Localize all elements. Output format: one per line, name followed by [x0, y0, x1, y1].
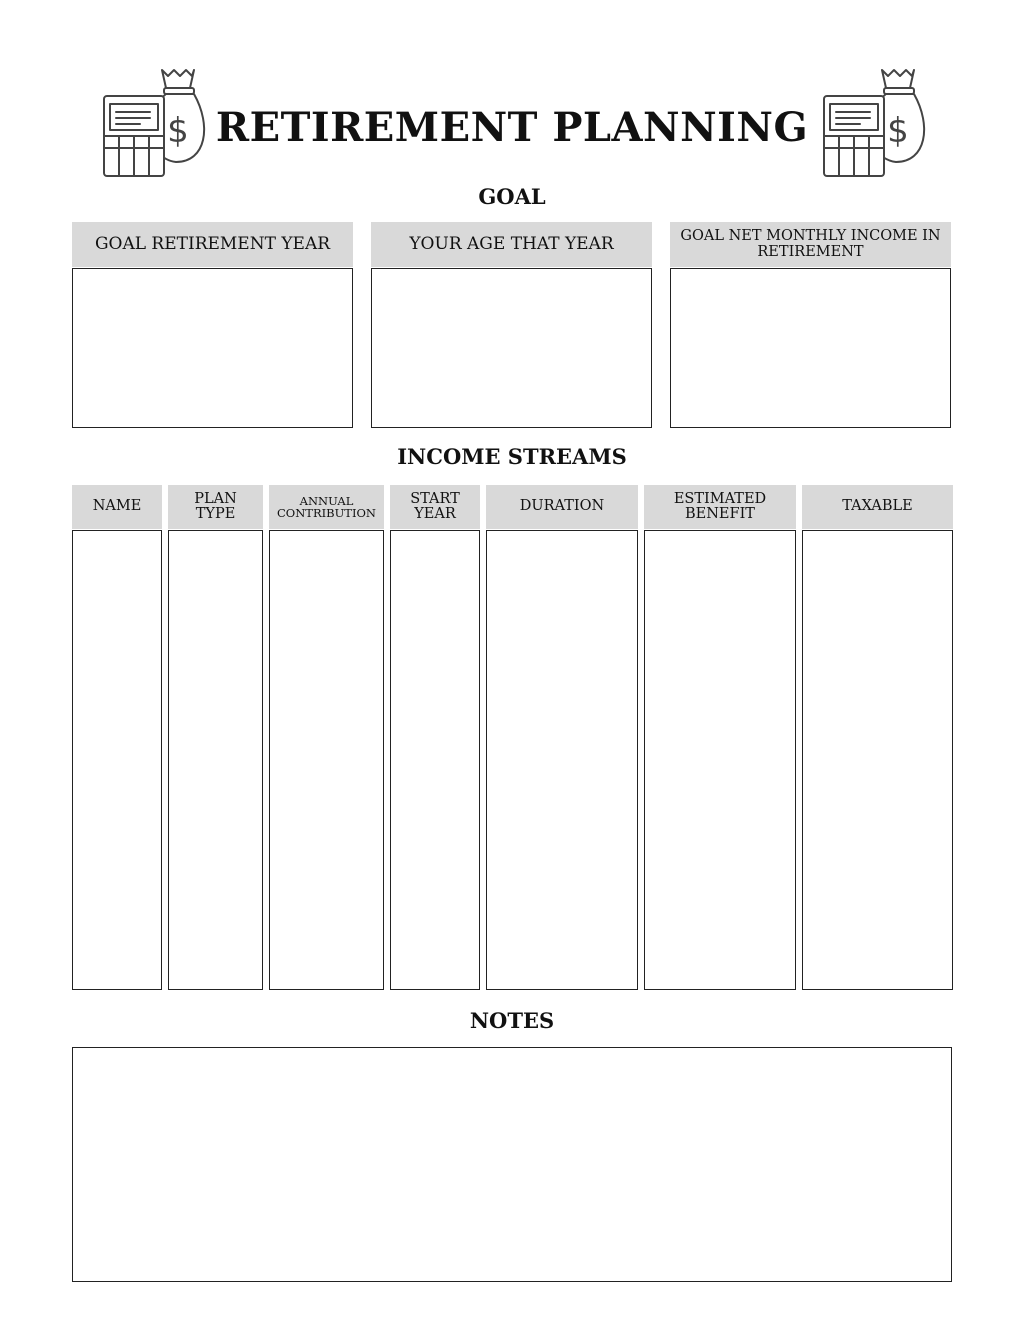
income-streams-heading: INCOME STREAMS	[397, 444, 627, 469]
taxable-column-header: TAXABLE	[802, 485, 953, 529]
name-column-field[interactable]	[72, 530, 162, 990]
age-that-year-header: YOUR AGE THAT YEAR	[371, 222, 652, 267]
notes-heading: NOTES	[469, 1008, 555, 1033]
plan-type-column-header: PLAN TYPE	[168, 485, 263, 529]
page-title: RETIREMENT PLANNING	[215, 104, 809, 151]
start-year-column-header: START YEAR	[390, 485, 480, 529]
plan-type-column-field[interactable]	[168, 530, 263, 990]
svg-text:$: $	[887, 111, 909, 151]
notes-field[interactable]	[72, 1047, 952, 1282]
svg-text:$: $	[167, 111, 189, 151]
duration-column-header: DURATION	[486, 485, 638, 529]
goal-heading: GOAL	[478, 184, 546, 209]
goal-retirement-year-header: GOAL RETIREMENT YEAR	[72, 222, 353, 267]
duration-column-field[interactable]	[486, 530, 638, 990]
goal-retirement-year-field[interactable]	[72, 268, 353, 428]
goal-net-monthly-income-header: GOAL NET MONTHLY INCOME IN RETIREMENT	[670, 222, 951, 267]
taxable-column-field[interactable]	[802, 530, 953, 990]
estimated-benefit-column-field[interactable]	[644, 530, 796, 990]
start-year-column-field[interactable]	[390, 530, 480, 990]
annual-contribution-column-field[interactable]	[269, 530, 384, 990]
name-column-header: NAME	[72, 485, 162, 529]
age-that-year-field[interactable]	[371, 268, 652, 428]
estimated-benefit-column-header: ESTIMATED BENEFIT	[644, 485, 796, 529]
annual-contribution-column-header: ANNUAL CONTRIBUTION	[269, 485, 384, 529]
goal-net-monthly-income-field[interactable]	[670, 268, 951, 428]
